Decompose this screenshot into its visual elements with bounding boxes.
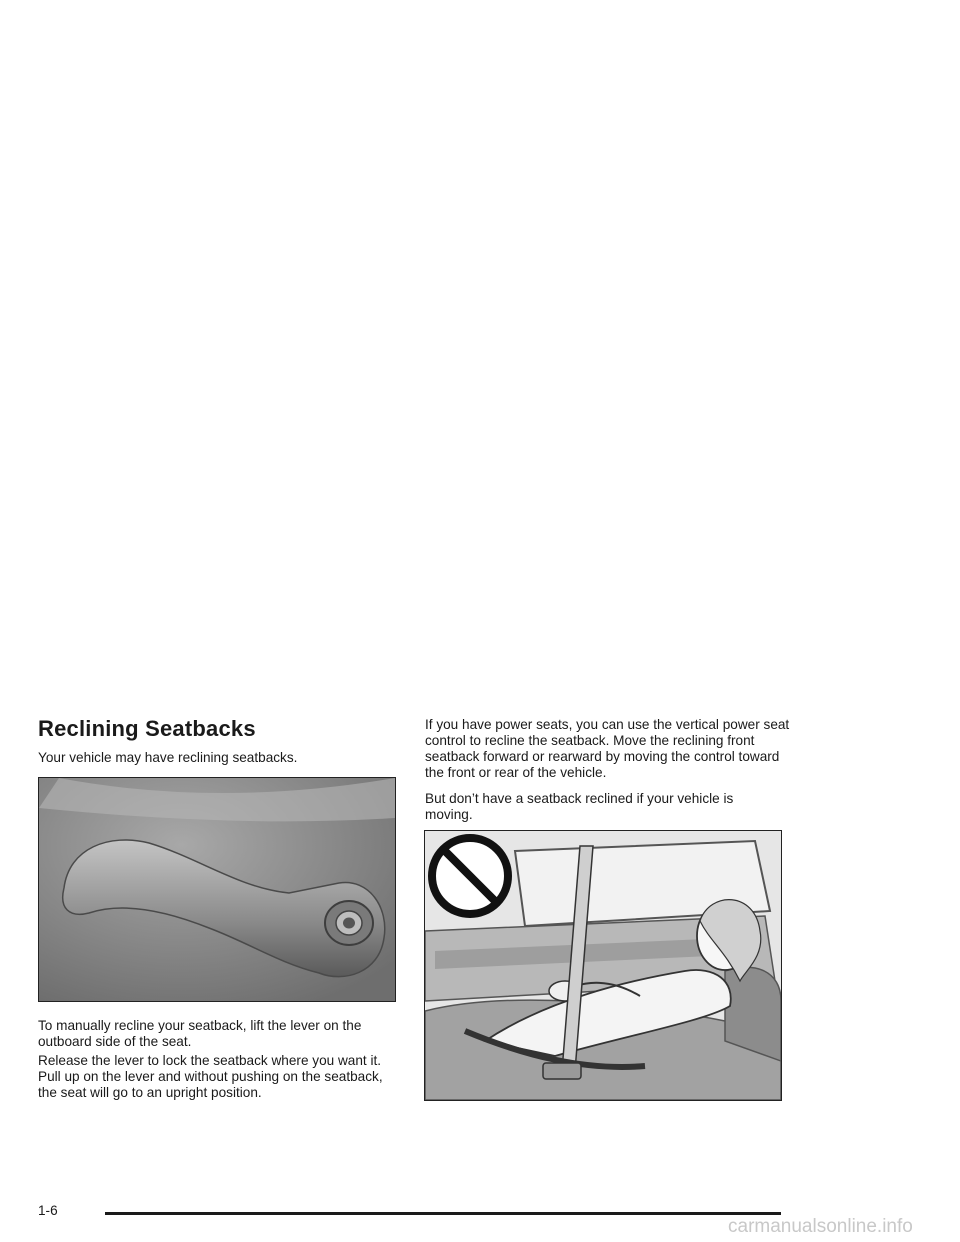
footer-rule xyxy=(105,1212,781,1215)
right-paragraph-1: If you have power seats, you can use the vertical power seat control to recline the seatback. Move the reclining front seatback forward or rearward by moving the control toward the front or rear of the vehicle. xyxy=(425,717,790,780)
left-paragraph-2: Release the lever to lock the seatback where you want it. Pull up on the lever and without pushing on the seatback, the seat will go to an upright position. xyxy=(38,1053,383,1100)
left-paragraph-1: To manually recline your seatback, lift the lever on the outboard side of the seat. xyxy=(38,1018,362,1049)
watermark: carmanualsonline.info xyxy=(728,1216,913,1237)
reclined-passenger-warning-illustration xyxy=(424,830,782,1101)
intro-text: Your vehicle may have reclining seatbacks. xyxy=(38,750,298,765)
right-paragraph-2: But don’t have a seatback reclined if your vehicle is moving. xyxy=(425,791,734,822)
section-title: Reclining Seatbacks xyxy=(38,716,256,741)
recline-lever-illustration xyxy=(38,777,396,1002)
prohibited-circle-icon xyxy=(432,838,508,914)
page-number: 1-6 xyxy=(38,1203,58,1218)
